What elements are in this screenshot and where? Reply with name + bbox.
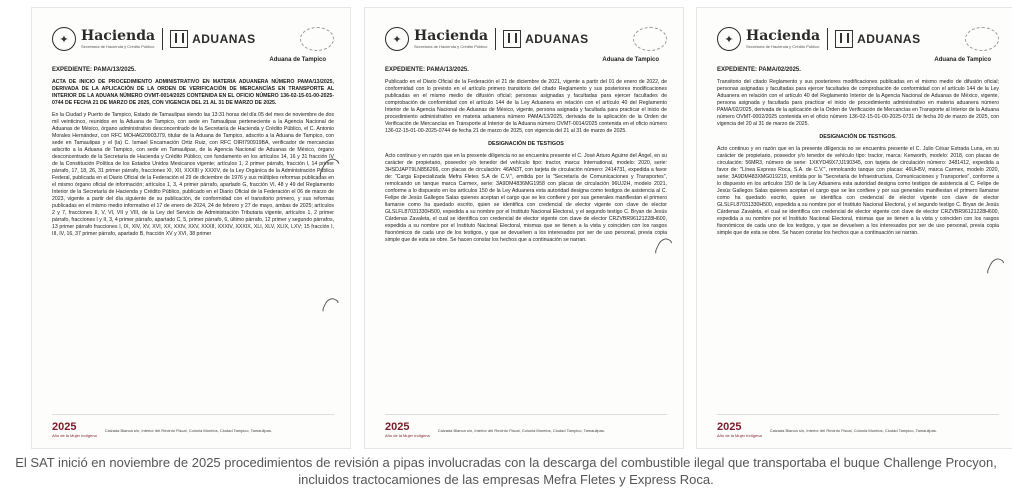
document-page-3 xyxy=(697,8,1012,448)
footer-year: 2025 xyxy=(52,421,77,433)
divider xyxy=(162,28,163,50)
section-heading: DESIGNACIÓN DE TESTIGOS. xyxy=(819,134,897,140)
letterhead xyxy=(385,22,667,56)
office-name: Aduana de Tampico xyxy=(269,57,326,63)
brand-subtitle: Secretaría de Hacienda y Crédito Público xyxy=(81,44,155,49)
aduanas-logo-icon xyxy=(170,30,188,48)
footer-year-subtitle: Año de la Mujer Indígena xyxy=(717,433,762,438)
footer-address: Calzada Blanca s/n, Interior del Recinto Fiscal, Colonia Morelos, Ciudad Tampico, Tamaulipas. xyxy=(104,427,272,433)
coat-of-arms-icon: ✦ xyxy=(717,27,741,51)
letterhead xyxy=(52,22,334,56)
aduanas-logo-icon xyxy=(835,30,853,48)
page-footer xyxy=(52,414,334,442)
paragraph: Acto continuo y en razón que en la presente diligencia no se encuentra presente el C. José Arturo Aguirre del Ángel, en su carácter de propietario, poseedor y/o tenedor del vehículo tipo: tractor, marca: International, modelo: 2020, serie: 3HSDJAPT9LN856266, con placas de circulación: 46AN3T, con tarjeta de circulación número: 2414731, expedida a favor de: "Carga Especializada Mefra Fletes S.A de C.V.", emitida por la "Secretaría de Comunicaciones y Transportes", remolcando un tanque marca Carmex, serie: 3A9DM4836MG1958 con placas de circulación 96UJ2H, modelo 2021, conforme a lo dispuesto en los artículos 150 de la Ley Aduanera esta autoridad designa como testigos de asistencia al C. Felipe de Jesús Gallegos Salas quienes aceptan el cargo que se les confiere y por sus generales manifiestan el primero llamarse como ha quedado escrito, quien se identifica con credencial de elector vigente con clave de elector GLSLFL87031330H500, expedida a su nombre por el Instituto Nacional Electoral, y el segundo testigo C. Bryan de Jesús Cárdenas Zavaleta, el cual se identifica con credencial de elector vigente con clave de elector CRZVBR96121228H600, expedida a su nombre por el Instituto Nacional Electoral, mismas que se tienen a la vista y coinciden con los rasgos fisonómicos de cada uno de los testigos, y que se devuelven a los interesados por ser de uso personal, previa copia simple que de esta se obre. Se hacen constar los hechos que a continuación se narran. xyxy=(385,153,667,243)
signature-mark xyxy=(321,296,341,318)
brand-name: Hacienda xyxy=(746,28,821,44)
letterhead xyxy=(717,22,999,56)
office-name: Aduana de Tampico xyxy=(934,57,991,63)
paragraph: En la Ciudad y Puerto de Tampico, Estado de Tamaulipas siendo las 13:31 horas del día 05 del mes de noviembre de dos mil veinticinco, reunidos en la Aduana de Tampico, con sede en Tamaulipas perteneciente a la Agencia Nacional de Aduanas de México, órgano administrativo desconcentrado de la Secretaría de Hacienda y Crédito Público, el C. Antonio Morales Hernández, con RFC MOHA620903J79, titular de la Aduana de Tampico, adscrito a la Aduana de Tampico, con sede en Tamaulipas y el (la) C. Ismael Encarnación Ortiz Ruiz, con RFC OIRI790919BA, verificador de mercancías adscrito a la Aduana de Tampico, con sede en Tamaulipas, de la Agencia Nacional de Aduanas de México, órgano desconcentrado de la Secretaría de Hacienda y Crédito Público, con fundamento en los artículos 14, 16 y 31 fracción IV de la Constitución Política de los Estados Unidos Mexicanos vigente; artículos 1, 2 primer párrafo, fracción I, 14 primer párrafo, 17, 18, 26, 31 primer párrafo, fracciones XI, XII, XXXIII y XXXIV, de la Ley Orgánica de la Administración Pública Federal, publicada en el Diario Oficial de la Federación el 29 de diciembre de 1976 y sus múltiples reformas publicadas en el mismo órgano oficial de información; artículos 1, 3, 4 primer párrafo, apartado G, fracción VI, 48 y 49 del Reglamento Interior de la Secretaría de Hacienda y Crédito Público, publicado en el Diario Oficial de la Federación el 06 de marzo de 2023, vigente a partir del día siguiente de su publicación, de conformidad con el transitorio primero, y sus reformas publicadas en el mismo medio informativo el 17 de enero de 2024, 24 de febrero y 27 de mayo, ambas de 2025; artículos 2 y 7, fracciones II, V, VI, VII y VIII, de la Ley del Servicio de Administración Tributaria vigente, artículos 1, 2 primer párrafo, fracciones I y II, 3, 4 primer párrafo, apartado C, 5, primer párrafo, 6, último párrafo, 12 primer y segundo párrafos, 13 primer párrafo fracciones I, IX, XIV, XV, XVI, XX, XXIV, XXV, XXXII, XXXIV, XXXIX, XLI, XLV, XLIX, LXV; 15 fracción I, III, IV, 16, 37 primer párrafo, apartado B, fracción XV y XVI, 38 primer xyxy=(52,112,334,237)
paragraph: Publicado en el Diario Oficial de la Federación el 21 de diciembre de 2021, vigente a partir del 01 de enero de 2022, de conformidad con lo previsto en el artículo primero transitorio del citado Reglamento y sus posteriores modificaciones publicadas en el mismo medio de difusión oficial; personas asignadas y facultadas para ejercer facultades de comprobación de conformidad con el artículo 144 de la Ley Aduanera en relación con el artículo 40 del Reglamento Interior de la Agencia Nacional de Aduanas de México, vigente, persona asignada y facultada para practicar el inicio de procedimiento administrativo en materia aduanera número PAMA/13/2025, derivada de la aplicación de la Orden de Verificación de Mercancías en Transporte al Interior de la Aduana número OVMT-0014/2025 contenida en el oficio número 136-02-15-01-00-2025-0744 de fecha 21 de marzo de 2025, con vigencia del 21 al 31 de marzo de 2025. xyxy=(385,79,667,134)
footer-year-subtitle: Año de la Mujer Indígena xyxy=(52,433,97,438)
agency-name: ADUANAS xyxy=(192,32,256,46)
expediente: EXPEDIENTE: PAMA/02/2025. xyxy=(717,67,801,73)
brand-subtitle: Secretaría de Hacienda y Crédito Público xyxy=(414,44,488,49)
document-page-1 xyxy=(32,8,350,448)
coat-of-arms-icon: ✦ xyxy=(52,27,76,51)
stamp-icon xyxy=(300,27,334,51)
stamp-icon xyxy=(633,27,667,51)
signature-mark xyxy=(985,256,1006,280)
divider xyxy=(495,28,496,50)
section-heading: DESIGNACIÓN DE TESTIGOS xyxy=(488,141,564,147)
aduanas-logo-icon xyxy=(503,30,521,48)
coat-of-arms-icon: ✦ xyxy=(385,27,409,51)
expediente: EXPEDIENTE: PAMA/13/2025. xyxy=(385,67,469,73)
office-name: Aduana de Tampico xyxy=(602,57,659,63)
brand-subtitle: Secretaría de Hacienda y Crédito Público xyxy=(746,44,820,49)
brand-name: Hacienda xyxy=(414,28,489,44)
stamp-icon xyxy=(965,27,999,51)
brand-name: Hacienda xyxy=(81,28,156,44)
divider xyxy=(827,28,828,50)
document-page-2 xyxy=(365,8,683,448)
agency-name: ADUANAS xyxy=(525,32,589,46)
agency-name: ADUANAS xyxy=(857,32,921,46)
expediente: EXPEDIENTE: PAMA/13/2025. xyxy=(52,67,136,73)
footer-year: 2025 xyxy=(385,421,410,433)
page-footer xyxy=(385,414,667,442)
document-title: ACTA DE INICIO DE PROCEDIMIENTO ADMINISTRATIVO EN MATERIA ADUANERA NÚMERO PAMA/13/2025, DERIVADA DE LA APLICACIÓN DE LA ORDEN DE VERIFICACIÓN DE MERCANCÍAS EN TRANSPORTE AL INTERIOR DE LA ADUANA NÚMERO OVMT-0014/2025 CONTENIDA EN EL OFICIO NÚMERO 136-02-15-01-00-2025-0744 DE FECHA 21 DE MARZO DE 2025, CON VIGENCIA DEL 21 AL 31 DE MARZO DE 2025. xyxy=(52,79,334,106)
paragraph: Acto continuo y en razón que en la presente diligencia no se encuentra presente el C. Julio César Estrada Luna, en su carácter de propietario, poseedor y/o tenedor de vehículo tipo: tractor, marca: Kenworth, modelo: 2018, con placas de circulación: 56MR3, número de serie: 1XKYD49X7JJ190345, con tarjeta de circulación número: 3481412, expedida a favor de: "Línea Express Roca, S.A. de C.V.", remolcando tanque con placas: 46UH5V, marca Carmex, modelo 2020, serie: 3A9DM483XMG019219, emitida por la "Secretaría de Infraestructura, Comunicaciones y Transportes", conforme a lo dispuesto en los artículos 150 de la Ley Aduanera esta autoridad designa como testigos de asistencia al C. Felipe de Jesús Gallegos Salas quienes aceptan el cargo que se les confiere y por sus generales manifiestan el primero llamarse como ha quedado escrito, quien se identifica con credencial de elector vigente con clave de elector GLSLFL87031330H500, expedida a su nombre por el Instituto Nacional Electoral, y el segundo testigo C. Bryan de Jesús Cárdenas Zavaleta, el cual se identifica con credencial de elector vigente con clave de elector CRZVBR96121228H600, expedida a su nombre por el Instituto Nacional Electoral, mismas que se tienen a la vista y coinciden con los rasgos fisonómicos de cada uno de los testigos, y que se devuelven a los interesados por ser de uso personal, previa copia simple que de esta se obre. Se hacen constar los hechos que a continuación se narran. xyxy=(717,146,999,236)
footer-address: Calzada Blanca s/n, Interior del Recinto Fiscal, Colonia Morelos, Ciudad Tampico, Tamaulipas. xyxy=(769,427,937,433)
footer-year: 2025 xyxy=(717,421,742,433)
image-caption: El SAT inició en noviembre de 2025 procedimientos de revisión a pipas involucradas con la descarga del combustible ilegal que transportaba el buque Challenge Procyon, incluidos tractocamiones de las empresas Mefra Fletes y Express Roca. xyxy=(15,455,997,487)
footer-year-subtitle: Año de la Mujer Indígena xyxy=(385,433,430,438)
page-footer xyxy=(717,414,999,442)
footer-address: Calzada Blanca s/n, Interior del Recinto Fiscal, Colonia Morelos, Ciudad Tampico, Tamaulipas. xyxy=(437,427,605,433)
paragraph: Transitorio del citado Reglamento y sus posteriores modificaciones publicadas en el mismo medio de difusión oficial; personas asignadas y facultadas para ejercer facultades de comprobación de conformidad con el artículo 144 de la Ley Aduanera en relación con el artículo 40 del Reglamento Interior de la Agencia Nacional de Aduanas de México, vigente, persona asignada y facultada para practicar el inicio de procedimiento administrativo en materia aduanera número PAMA/02/2025, derivada de la aplicación de la Orden de Verificación de Mercancías en Transporte al Interior de la Aduana número OVMT-0002/2025 contenida en el oficio número 136-02-15-01-00-2025-0731 de fecha 20 de marzo de 2025, con vigencia del 20 al 31 de marzo de 2025. xyxy=(717,79,999,127)
